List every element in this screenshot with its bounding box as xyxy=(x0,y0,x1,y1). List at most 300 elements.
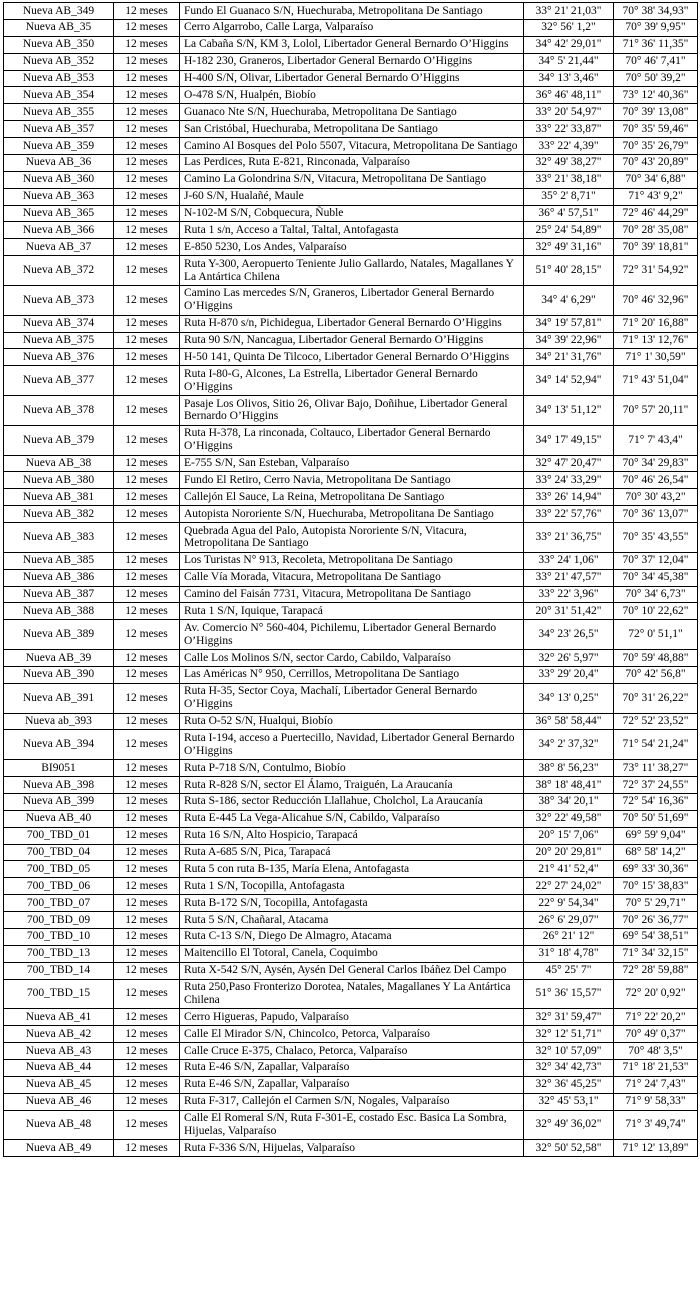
latitude-cell: 34° 4' 6,29" xyxy=(524,285,614,315)
table-row xyxy=(4,222,698,239)
table-row xyxy=(4,472,698,489)
address-cell: Av. Comercio N° 560-404, Pichilemu, Libertador General Bernardo O’Higgins xyxy=(180,620,524,650)
address-cell: Ruta Y-300, Aeropuerto Teniente Julio Gallardo, Natales, Magallanes Y La Antártica Chilena xyxy=(180,256,524,286)
latitude-cell: 32° 50' 52,58" xyxy=(524,1140,614,1157)
duration-cell: 12 meses xyxy=(114,945,180,962)
latitude-cell: 36° 4' 57,51" xyxy=(524,205,614,222)
table-row xyxy=(4,713,698,730)
address-cell: La Cabaña S/N, KM 3, Lolol, Libertador General Bernardo O’Higgins xyxy=(180,36,524,53)
site-id-cell: Nueva AB_385 xyxy=(4,552,114,569)
latitude-cell: 51° 40' 28,15" xyxy=(524,256,614,286)
duration-cell: 12 meses xyxy=(114,349,180,366)
address-cell: Ruta E-46 S/N, Zapallar, Valparaíso xyxy=(180,1059,524,1076)
site-id-cell: Nueva AB_357 xyxy=(4,121,114,138)
address-cell: Los Turistas N° 913, Recoleta, Metropolitana De Santiago xyxy=(180,552,524,569)
longitude-cell: 71° 22' 20,2" xyxy=(614,1009,698,1026)
address-cell: Ruta S-186, sector Reducción Llallahue, Cholchol, La Araucanía xyxy=(180,793,524,810)
longitude-cell: 70° 31' 26,22" xyxy=(614,683,698,713)
table-row xyxy=(4,683,698,713)
table-row xyxy=(4,620,698,650)
table-row xyxy=(4,53,698,70)
longitude-cell: 71° 43' 51,04" xyxy=(614,366,698,396)
longitude-cell: 71° 7' 43,4" xyxy=(614,425,698,455)
address-cell: Camino del Faisán 7731, Vitacura, Metropolitana De Santiago xyxy=(180,586,524,603)
longitude-cell: 70° 39' 18,81" xyxy=(614,239,698,256)
longitude-cell: 70° 26' 36,77" xyxy=(614,912,698,929)
latitude-cell: 25° 24' 54,89" xyxy=(524,222,614,239)
duration-cell: 12 meses xyxy=(114,205,180,222)
table-row xyxy=(4,730,698,760)
longitude-cell: 71° 20' 16,88" xyxy=(614,315,698,332)
latitude-cell: 33° 22' 3,96" xyxy=(524,586,614,603)
site-id-cell: Nueva AB_352 xyxy=(4,53,114,70)
address-cell: Calle Los Molinos S/N, sector Cardo, Cabildo, Valparaíso xyxy=(180,650,524,667)
latitude-cell: 31° 18' 4,78" xyxy=(524,945,614,962)
address-cell: Autopista Nororiente S/N, Huechuraba, Metropolitana De Santiago xyxy=(180,506,524,523)
longitude-cell: 69° 54' 38,51" xyxy=(614,928,698,945)
address-cell: Ruta X-542 S/N, Aysén, Aysén Del General Carlos Ibáñez Del Campo xyxy=(180,962,524,979)
site-id-cell: 700_TBD_04 xyxy=(4,844,114,861)
site-id-cell: Nueva AB_35 xyxy=(4,19,114,36)
latitude-cell: 22° 9' 54,34" xyxy=(524,895,614,912)
duration-cell: 12 meses xyxy=(114,928,180,945)
longitude-cell: 70° 5' 29,71" xyxy=(614,895,698,912)
table-row xyxy=(4,506,698,523)
table-row xyxy=(4,523,698,553)
latitude-cell: 36° 58' 58,44" xyxy=(524,713,614,730)
duration-cell: 12 meses xyxy=(114,730,180,760)
duration-cell: 12 meses xyxy=(114,552,180,569)
table-row xyxy=(4,878,698,895)
longitude-cell: 69° 59' 9,04" xyxy=(614,827,698,844)
table-row xyxy=(4,603,698,620)
duration-cell: 12 meses xyxy=(114,523,180,553)
site-id-cell: Nueva AB_44 xyxy=(4,1059,114,1076)
site-id-cell: Nueva AB_353 xyxy=(4,70,114,87)
latitude-cell: 36° 46' 48,11" xyxy=(524,87,614,104)
duration-cell: 12 meses xyxy=(114,810,180,827)
longitude-cell: 70° 46' 7,41" xyxy=(614,53,698,70)
latitude-cell: 33° 24' 33,29" xyxy=(524,472,614,489)
table-row xyxy=(4,912,698,929)
address-cell: Ruta 90 S/N, Nancagua, Libertador General Bernardo O’Higgins xyxy=(180,332,524,349)
address-cell: Quebrada Agua del Palo, Autopista Nororiente S/N, Vitacura, Metropolitana De Santiago xyxy=(180,523,524,553)
table-row xyxy=(4,138,698,155)
site-id-cell: Nueva AB_380 xyxy=(4,472,114,489)
longitude-cell: 70° 46' 26,54" xyxy=(614,472,698,489)
site-id-cell: Nueva AB_354 xyxy=(4,87,114,104)
site-id-cell: Nueva AB_37 xyxy=(4,239,114,256)
table-row xyxy=(4,827,698,844)
address-cell: Ruta R-828 S/N, sector El Álamo, Traiguén, La Araucanía xyxy=(180,777,524,794)
longitude-cell: 70° 34' 45,38" xyxy=(614,569,698,586)
duration-cell: 12 meses xyxy=(114,87,180,104)
duration-cell: 12 meses xyxy=(114,1140,180,1157)
latitude-cell: 33° 21' 21,03" xyxy=(524,3,614,20)
site-id-cell: Nueva AB_382 xyxy=(4,506,114,523)
latitude-cell: 35° 2' 8,71" xyxy=(524,188,614,205)
site-id-cell: 700_TBD_10 xyxy=(4,928,114,945)
longitude-cell: 70° 50' 39,2" xyxy=(614,70,698,87)
latitude-cell: 33° 21' 36,75" xyxy=(524,523,614,553)
table-row xyxy=(4,650,698,667)
latitude-cell: 32° 36' 45,25" xyxy=(524,1076,614,1093)
table-row xyxy=(4,552,698,569)
latitude-cell: 32° 10' 57,09" xyxy=(524,1043,614,1060)
table-row xyxy=(4,455,698,472)
address-cell: Ruta E-46 S/N, Zapallar, Valparaíso xyxy=(180,1076,524,1093)
address-cell: Ruta H-870 s/n, Pichidegua, Libertador General Bernardo O’Higgins xyxy=(180,315,524,332)
site-id-cell: Nueva AB_379 xyxy=(4,425,114,455)
address-cell: E-755 S/N, San Esteban, Valparaíso xyxy=(180,455,524,472)
latitude-cell: 34° 39' 22,96" xyxy=(524,332,614,349)
site-id-cell: Nueva AB_42 xyxy=(4,1026,114,1043)
duration-cell: 12 meses xyxy=(114,285,180,315)
table-row xyxy=(4,349,698,366)
latitude-cell: 20° 15' 7,06" xyxy=(524,827,614,844)
duration-cell: 12 meses xyxy=(114,53,180,70)
duration-cell: 12 meses xyxy=(114,586,180,603)
longitude-cell: 70° 28' 35,08" xyxy=(614,222,698,239)
site-id-cell: Nueva AB_377 xyxy=(4,366,114,396)
longitude-cell: 72° 52' 23,52" xyxy=(614,713,698,730)
site-id-cell: Nueva AB_36 xyxy=(4,154,114,171)
address-cell: H-400 S/N, Olivar, Libertador General Bernardo O’Higgins xyxy=(180,70,524,87)
site-id-cell: Nueva AB_394 xyxy=(4,730,114,760)
duration-cell: 12 meses xyxy=(114,1076,180,1093)
address-cell: Callejón El Sauce, La Reina, Metropolitana De Santiago xyxy=(180,489,524,506)
sites-coordinates-table xyxy=(3,2,698,1157)
longitude-cell: 71° 13' 12,76" xyxy=(614,332,698,349)
site-id-cell: Nueva AB_383 xyxy=(4,523,114,553)
site-id-cell: Nueva AB_43 xyxy=(4,1043,114,1060)
address-cell: O-478 S/N, Hualpén, Biobío xyxy=(180,87,524,104)
duration-cell: 12 meses xyxy=(114,154,180,171)
address-cell: Ruta C-13 S/N, Diego De Almagro, Atacama xyxy=(180,928,524,945)
address-cell: Ruta O-52 S/N, Hualqui, Biobío xyxy=(180,713,524,730)
latitude-cell: 34° 42' 29,01" xyxy=(524,36,614,53)
duration-cell: 12 meses xyxy=(114,620,180,650)
site-id-cell: Nueva AB_38 xyxy=(4,455,114,472)
duration-cell: 12 meses xyxy=(114,895,180,912)
duration-cell: 12 meses xyxy=(114,1026,180,1043)
address-cell: Cerro Algarrobo, Calle Larga, Valparaíso xyxy=(180,19,524,36)
site-id-cell: Nueva AB_46 xyxy=(4,1093,114,1110)
latitude-cell: 32° 22' 49,58" xyxy=(524,810,614,827)
table-row xyxy=(4,760,698,777)
address-cell: H-182 230, Graneros, Libertador General Bernardo O’Higgins xyxy=(180,53,524,70)
longitude-cell: 70° 35' 43,55" xyxy=(614,523,698,553)
address-cell: Ruta F-317, Callejón el Carmen S/N, Nogales, Valparaíso xyxy=(180,1093,524,1110)
table-row xyxy=(4,777,698,794)
duration-cell: 12 meses xyxy=(114,332,180,349)
duration-cell: 12 meses xyxy=(114,472,180,489)
address-cell: Ruta 5 S/N, Chañaral, Atacama xyxy=(180,912,524,929)
duration-cell: 12 meses xyxy=(114,827,180,844)
table-row xyxy=(4,810,698,827)
site-id-cell: Nueva AB_45 xyxy=(4,1076,114,1093)
sites-table-body xyxy=(4,3,698,1157)
longitude-cell: 71° 12' 13,89" xyxy=(614,1140,698,1157)
site-id-cell: Nueva AB_359 xyxy=(4,138,114,155)
duration-cell: 12 meses xyxy=(114,1059,180,1076)
site-id-cell: Nueva AB_373 xyxy=(4,285,114,315)
table-row xyxy=(4,861,698,878)
table-row xyxy=(4,489,698,506)
address-cell: Ruta P-718 S/N, Contulmo, Biobío xyxy=(180,760,524,777)
site-id-cell: 700_TBD_06 xyxy=(4,878,114,895)
address-cell: Ruta H-35, Sector Coya, Machalí, Libertador General Bernardo O’Higgins xyxy=(180,683,524,713)
longitude-cell: 70° 48' 3,5" xyxy=(614,1043,698,1060)
site-id-cell: Nueva AB_360 xyxy=(4,171,114,188)
longitude-cell: 71° 1' 30,59" xyxy=(614,349,698,366)
site-id-cell: 700_TBD_07 xyxy=(4,895,114,912)
table-row xyxy=(4,425,698,455)
address-cell: Las Américas N° 950, Cerrillos, Metropolitana De Santiago xyxy=(180,666,524,683)
latitude-cell: 32° 26' 5,97" xyxy=(524,650,614,667)
site-id-cell: Nueva ab_393 xyxy=(4,713,114,730)
address-cell: Ruta F-336 S/N, Hijuelas, Valparaíso xyxy=(180,1140,524,1157)
table-row xyxy=(4,19,698,36)
longitude-cell: 70° 10' 22,62" xyxy=(614,603,698,620)
longitude-cell: 70° 30' 43,2" xyxy=(614,489,698,506)
address-cell: Ruta I-80-G, Alcones, La Estrella, Libertador General Bernardo O’Higgins xyxy=(180,366,524,396)
address-cell: J-60 S/N, Hualañé, Maule xyxy=(180,188,524,205)
duration-cell: 12 meses xyxy=(114,489,180,506)
address-cell: Ruta 250,Paso Fronterizo Dorotea, Natales, Magallanes Y La Antártica Chilena xyxy=(180,979,524,1009)
site-id-cell: Nueva AB_398 xyxy=(4,777,114,794)
duration-cell: 12 meses xyxy=(114,650,180,667)
site-id-cell: Nueva AB_366 xyxy=(4,222,114,239)
longitude-cell: 73° 12' 40,36" xyxy=(614,87,698,104)
longitude-cell: 70° 34' 29,83" xyxy=(614,455,698,472)
table-row xyxy=(4,36,698,53)
address-cell: Las Perdices, Ruta E-821, Rinconada, Valparaíso xyxy=(180,154,524,171)
address-cell: Camino La Golondrina S/N, Vitacura, Metropolitana De Santiago xyxy=(180,171,524,188)
site-id-cell: Nueva AB_40 xyxy=(4,810,114,827)
longitude-cell: 70° 46' 32,96" xyxy=(614,285,698,315)
duration-cell: 12 meses xyxy=(114,138,180,155)
duration-cell: 12 meses xyxy=(114,878,180,895)
table-row xyxy=(4,1026,698,1043)
longitude-cell: 70° 49' 0,37" xyxy=(614,1026,698,1043)
table-row xyxy=(4,121,698,138)
address-cell: Calle El Romeral S/N, Ruta F-301-E, costado Esc. Basica La Sombra, Hijuelas, Valparaíso xyxy=(180,1110,524,1140)
site-id-cell: 700_TBD_01 xyxy=(4,827,114,844)
address-cell: Pasaje Los Olivos, Sitio 26, Olivar Bajo, Doñihue, Libertador General Bernardo O’Higgins xyxy=(180,396,524,426)
site-id-cell: Nueva AB_389 xyxy=(4,620,114,650)
latitude-cell: 32° 56' 1,2" xyxy=(524,19,614,36)
longitude-cell: 70° 59' 48,88" xyxy=(614,650,698,667)
longitude-cell: 71° 3' 49,74" xyxy=(614,1110,698,1140)
table-row xyxy=(4,962,698,979)
table-row xyxy=(4,1076,698,1093)
duration-cell: 12 meses xyxy=(114,171,180,188)
site-id-cell: Nueva AB_355 xyxy=(4,104,114,121)
latitude-cell: 22° 27' 24,02" xyxy=(524,878,614,895)
duration-cell: 12 meses xyxy=(114,188,180,205)
address-cell: Maitencillo El Totoral, Canela, Coquimbo xyxy=(180,945,524,962)
table-row xyxy=(4,396,698,426)
address-cell: Fundo El Guanaco S/N, Huechuraba, Metropolitana De Santiago xyxy=(180,3,524,20)
latitude-cell: 32° 49' 31,16" xyxy=(524,239,614,256)
latitude-cell: 32° 47' 20,47" xyxy=(524,455,614,472)
table-row xyxy=(4,666,698,683)
site-id-cell: Nueva AB_386 xyxy=(4,569,114,586)
longitude-cell: 70° 50' 51,69" xyxy=(614,810,698,827)
latitude-cell: 33° 20' 54,97" xyxy=(524,104,614,121)
longitude-cell: 70° 15' 38,83" xyxy=(614,878,698,895)
duration-cell: 12 meses xyxy=(114,36,180,53)
longitude-cell: 70° 34' 6,73" xyxy=(614,586,698,603)
table-row xyxy=(4,569,698,586)
latitude-cell: 34° 14' 52,94" xyxy=(524,366,614,396)
duration-cell: 12 meses xyxy=(114,239,180,256)
site-id-cell: 700_TBD_09 xyxy=(4,912,114,929)
address-cell: Guanaco Nte S/N, Huechuraba, Metropolitana De Santiago xyxy=(180,104,524,121)
longitude-cell: 70° 38' 34,93" xyxy=(614,3,698,20)
duration-cell: 12 meses xyxy=(114,19,180,36)
latitude-cell: 45° 25' 7" xyxy=(524,962,614,979)
duration-cell: 12 meses xyxy=(114,1043,180,1060)
longitude-cell: 70° 42' 56,8" xyxy=(614,666,698,683)
site-id-cell: Nueva AB_381 xyxy=(4,489,114,506)
site-id-cell: Nueva AB_376 xyxy=(4,349,114,366)
site-id-cell: Nueva AB_349 xyxy=(4,3,114,20)
longitude-cell: 71° 36' 11,35" xyxy=(614,36,698,53)
duration-cell: 12 meses xyxy=(114,70,180,87)
latitude-cell: 32° 49' 38,27" xyxy=(524,154,614,171)
latitude-cell: 32° 45' 53,1" xyxy=(524,1093,614,1110)
table-row xyxy=(4,205,698,222)
site-id-cell: Nueva AB_374 xyxy=(4,315,114,332)
latitude-cell: 33° 22' 57,76" xyxy=(524,506,614,523)
address-cell: H-50 141, Quinta De Tilcoco, Libertador General Bernardo O’Higgins xyxy=(180,349,524,366)
longitude-cell: 70° 36' 13,07" xyxy=(614,506,698,523)
latitude-cell: 34° 13' 51,12" xyxy=(524,396,614,426)
address-cell: San Cristóbal, Huechuraba, Metropolitana De Santiago xyxy=(180,121,524,138)
duration-cell: 12 meses xyxy=(114,777,180,794)
longitude-cell: 72° 20' 0,92" xyxy=(614,979,698,1009)
latitude-cell: 20° 31' 51,42" xyxy=(524,603,614,620)
latitude-cell: 38° 18' 48,41" xyxy=(524,777,614,794)
duration-cell: 12 meses xyxy=(114,256,180,286)
table-row xyxy=(4,256,698,286)
duration-cell: 12 meses xyxy=(114,3,180,20)
table-row xyxy=(4,154,698,171)
latitude-cell: 38° 8' 56,23" xyxy=(524,760,614,777)
address-cell: Cerro Higueras, Papudo, Valparaíso xyxy=(180,1009,524,1026)
site-id-cell: Nueva AB_350 xyxy=(4,36,114,53)
duration-cell: 12 meses xyxy=(114,962,180,979)
site-id-cell: Nueva AB_375 xyxy=(4,332,114,349)
table-row xyxy=(4,104,698,121)
duration-cell: 12 meses xyxy=(114,425,180,455)
longitude-cell: 68° 58' 14,2" xyxy=(614,844,698,861)
duration-cell: 12 meses xyxy=(114,222,180,239)
latitude-cell: 32° 34' 42,73" xyxy=(524,1059,614,1076)
duration-cell: 12 meses xyxy=(114,603,180,620)
duration-cell: 12 meses xyxy=(114,760,180,777)
latitude-cell: 51° 36' 15,57" xyxy=(524,979,614,1009)
address-cell: Calle El Mirador S/N, Chincolco, Petorca, Valparaíso xyxy=(180,1026,524,1043)
site-id-cell: Nueva AB_390 xyxy=(4,666,114,683)
table-row xyxy=(4,70,698,87)
site-id-cell: BI9051 xyxy=(4,760,114,777)
latitude-cell: 21° 41' 52,4" xyxy=(524,861,614,878)
latitude-cell: 33° 21' 38,18" xyxy=(524,171,614,188)
longitude-cell: 70° 35' 26,79" xyxy=(614,138,698,155)
longitude-cell: 70° 34' 6,88" xyxy=(614,171,698,188)
longitude-cell: 72° 37' 24,55" xyxy=(614,777,698,794)
duration-cell: 12 meses xyxy=(114,455,180,472)
table-row xyxy=(4,3,698,20)
table-row xyxy=(4,188,698,205)
duration-cell: 12 meses xyxy=(114,844,180,861)
site-id-cell: Nueva AB_41 xyxy=(4,1009,114,1026)
site-id-cell: Nueva AB_372 xyxy=(4,256,114,286)
duration-cell: 12 meses xyxy=(114,121,180,138)
address-cell: Ruta I-194, acceso a Puertecillo, Navidad, Libertador General Bernardo O’Higgins xyxy=(180,730,524,760)
latitude-cell: 34° 13' 3,46" xyxy=(524,70,614,87)
duration-cell: 12 meses xyxy=(114,1009,180,1026)
latitude-cell: 34° 23' 26,5" xyxy=(524,620,614,650)
table-row xyxy=(4,586,698,603)
table-row xyxy=(4,1140,698,1157)
site-id-cell: 700_TBD_05 xyxy=(4,861,114,878)
longitude-cell: 72° 0' 51,1" xyxy=(614,620,698,650)
site-id-cell: Nueva AB_399 xyxy=(4,793,114,810)
address-cell: Calle Cruce E-375, Chalaco, Petorca, Valparaíso xyxy=(180,1043,524,1060)
address-cell: E-850 5230, Los Andes, Valparaíso xyxy=(180,239,524,256)
duration-cell: 12 meses xyxy=(114,683,180,713)
table-row xyxy=(4,366,698,396)
longitude-cell: 71° 54' 21,24" xyxy=(614,730,698,760)
longitude-cell: 71° 43' 9,2" xyxy=(614,188,698,205)
address-cell: Ruta 16 S/N, Alto Hospicio, Tarapacá xyxy=(180,827,524,844)
duration-cell: 12 meses xyxy=(114,506,180,523)
table-row xyxy=(4,171,698,188)
longitude-cell: 70° 43' 20,89" xyxy=(614,154,698,171)
site-id-cell: 700_TBD_14 xyxy=(4,962,114,979)
longitude-cell: 71° 34' 32,15" xyxy=(614,945,698,962)
latitude-cell: 34° 5' 21,44" xyxy=(524,53,614,70)
duration-cell: 12 meses xyxy=(114,861,180,878)
table-row xyxy=(4,1093,698,1110)
site-id-cell: 700_TBD_13 xyxy=(4,945,114,962)
latitude-cell: 33° 22' 4,39" xyxy=(524,138,614,155)
table-row xyxy=(4,332,698,349)
latitude-cell: 34° 13' 0,25" xyxy=(524,683,614,713)
latitude-cell: 38° 34' 20,1" xyxy=(524,793,614,810)
latitude-cell: 34° 19' 57,81" xyxy=(524,315,614,332)
duration-cell: 12 meses xyxy=(114,1093,180,1110)
longitude-cell: 72° 28' 59,88" xyxy=(614,962,698,979)
site-id-cell: Nueva AB_365 xyxy=(4,205,114,222)
longitude-cell: 70° 39' 9,95" xyxy=(614,19,698,36)
duration-cell: 12 meses xyxy=(114,793,180,810)
longitude-cell: 72° 46' 44,29" xyxy=(614,205,698,222)
table-row xyxy=(4,315,698,332)
site-id-cell: Nueva AB_387 xyxy=(4,586,114,603)
longitude-cell: 70° 57' 20,11" xyxy=(614,396,698,426)
address-cell: Ruta 1 S/N, Tocopilla, Antofagasta xyxy=(180,878,524,895)
table-row xyxy=(4,239,698,256)
latitude-cell: 34° 17' 49,15" xyxy=(524,425,614,455)
longitude-cell: 71° 9' 58,33" xyxy=(614,1093,698,1110)
table-row xyxy=(4,1009,698,1026)
address-cell: Ruta 1 S/N, Iquique, Tarapacá xyxy=(180,603,524,620)
